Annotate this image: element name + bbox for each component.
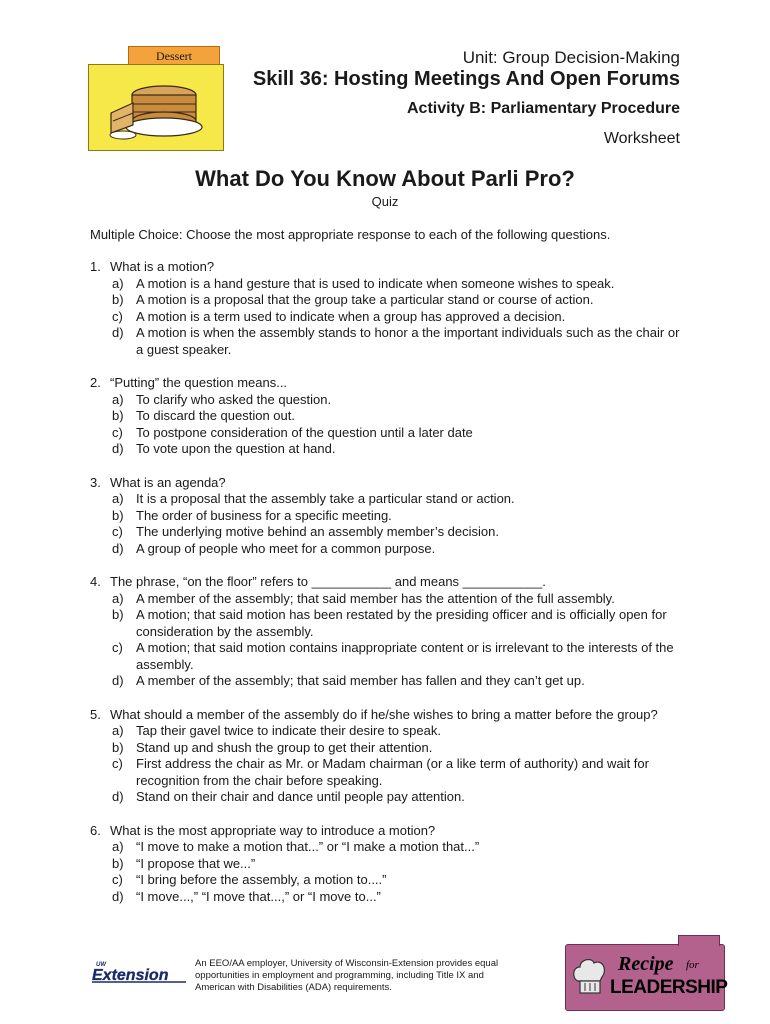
recipe-card [88, 64, 224, 151]
option-letter: c) [112, 308, 123, 324]
question-5 [90, 707, 690, 806]
cake-icon [109, 73, 204, 143]
recipe-leadership-badge [565, 944, 728, 1011]
option [90, 839, 690, 856]
option-text: A member of the assembly; that said member has fallen and they can’t get up. [136, 673, 585, 688]
option [90, 640, 690, 673]
chef-hat-icon [572, 955, 608, 999]
option-text: Tap their gavel twice to indicate their desire to speak. [136, 723, 441, 738]
logo-text: Extension [92, 967, 169, 984]
option [90, 508, 690, 525]
question-number: 1. [90, 259, 101, 274]
option-text: “I move to make a motion that...” or “I make a motion that...” [136, 839, 480, 854]
option [90, 756, 690, 789]
option-text: To vote upon the question at hand. [136, 441, 336, 456]
question-number: 5. [90, 706, 101, 722]
question-text: What is an agenda? [110, 474, 226, 490]
question-6 [90, 823, 690, 906]
option-text: A motion; that said motion contains inappropriate content or is irrelevant to the interests of the assembly. [136, 640, 674, 672]
question-number: 4. [90, 574, 101, 589]
option-letter: b) [112, 607, 124, 622]
worksheet-label: Worksheet [603, 130, 680, 147]
option-letter: c) [112, 640, 123, 655]
option [90, 723, 690, 740]
option-text: A member of the assembly; that said member has the attention of the full assembly. [136, 590, 615, 606]
option [90, 740, 690, 757]
option [90, 325, 690, 358]
option-letter: c) [112, 524, 123, 539]
option-text: A motion is a proposal that the group take a particular stand or course of action. [136, 292, 594, 307]
question-text: What is the most appropriate way to introduce a motion? [110, 822, 436, 838]
option [90, 425, 690, 442]
badge-for-text: for [686, 959, 699, 971]
option-letter: d) [112, 325, 124, 340]
option-text: The order of business for a specific meeting. [136, 507, 392, 523]
eeo-statement: An EEO/AA employer, University of Wisconsin-Extension provides equal opportunities in employment and programming, including Title IX and American with Disabilities (ADA) requirements. [195, 958, 499, 993]
option-letter: b) [112, 408, 124, 423]
option-letter: a) [112, 491, 124, 506]
option-text: A motion; that said motion has been restated by the presiding officer and is officially open for consideration by the assembly. [136, 607, 667, 639]
uw-extension-logo [92, 958, 187, 984]
question-number: 3. [90, 474, 101, 490]
option-text: To clarify who asked the question. [136, 391, 332, 407]
question-1 [90, 259, 690, 358]
question-2 [90, 375, 690, 458]
option-text: “I move...,” “I move that...,” or “I move to...” [136, 888, 381, 904]
option-text: A motion is a hand gesture that is used to indicate when someone wishes to speak. [136, 275, 615, 291]
logo-small-text: UW [96, 962, 106, 968]
option-letter: a) [112, 839, 124, 854]
option [90, 673, 690, 690]
option-text: To postpone consideration of the question until a later date [136, 424, 473, 440]
badge-leadership-text: LEADERSHIP [610, 977, 728, 998]
badge-recipe-text: Recipe [618, 953, 674, 975]
option-letter: d) [112, 540, 124, 556]
option [90, 408, 690, 425]
badge-tab [678, 935, 720, 946]
instructions: Multiple Choice: Choose the most appropriate response to each of the following questions. [90, 227, 611, 242]
option-letter: d) [112, 888, 124, 904]
option-letter: a) [112, 590, 124, 606]
option-text: The underlying motive behind an assembly member’s decision. [136, 524, 499, 539]
page-title: What Do You Know About Parli Pro? [195, 166, 575, 191]
question-number: 6. [90, 822, 101, 838]
option-letter: d) [112, 673, 124, 688]
option-text: A motion is a term used to indicate when a group has approved a decision. [136, 308, 566, 324]
option [90, 276, 690, 293]
question-number: 2. [90, 375, 101, 390]
option [90, 309, 690, 326]
option [90, 392, 690, 409]
option-letter: b) [112, 292, 124, 307]
option [90, 441, 690, 458]
option [90, 591, 690, 608]
option-text: First address the chair as Mr. or Madam chairman (or a like term of authority) and wait for recognition from the chair before speaking. [136, 756, 649, 788]
option-letter: c) [112, 756, 123, 771]
option-letter: c) [112, 424, 123, 440]
option [90, 292, 690, 309]
option [90, 872, 690, 889]
option-letter: d) [112, 789, 124, 804]
option [90, 889, 690, 906]
option-letter: b) [112, 855, 124, 871]
option-letter: a) [112, 723, 124, 738]
option-text: “I bring before the assembly, a motion to....” [136, 872, 387, 887]
option-letter: b) [112, 507, 124, 523]
option [90, 789, 690, 806]
option [90, 856, 690, 873]
question-text: “Putting” the question means... [110, 375, 288, 390]
option-text: It is a proposal that the assembly take a particular stand or action. [136, 491, 515, 506]
option [90, 491, 690, 508]
option-text: A motion is when the assembly stands to honor a the important individuals such as the chair or a guest speaker. [136, 325, 680, 357]
card-tab-label: Dessert [128, 46, 220, 65]
option-letter: a) [112, 275, 124, 291]
option [90, 607, 690, 640]
unit-heading: Unit: Group Decision-Making [462, 48, 680, 67]
question-text: What is a motion? [110, 259, 215, 274]
option-text: Stand on their chair and dance until people pay attention. [136, 789, 465, 804]
option-text: A group of people who meet for a common purpose. [136, 540, 436, 556]
question-4 [90, 574, 690, 690]
option-text: Stand up and shush the group to get their attention. [136, 739, 433, 755]
question-3 [90, 475, 690, 558]
option [90, 541, 690, 558]
question-text: The phrase, “on the floor” refers to ___________ and means ___________. [110, 574, 546, 589]
option [90, 524, 690, 541]
page-subtitle: Quiz [371, 194, 399, 209]
question-text: What should a member of the assembly do if he/she wishes to bring a matter before the group? [110, 706, 658, 722]
option-letter: b) [112, 739, 124, 755]
option-text: “I propose that we...” [136, 855, 256, 871]
option-letter: d) [112, 441, 124, 456]
skill-heading: Skill 36: Hosting Meetings And Open Forums [252, 68, 680, 90]
option-text: To discard the question out. [136, 408, 295, 423]
option-letter: a) [112, 391, 124, 407]
activity-heading: Activity B: Parliamentary Procedure [407, 100, 680, 117]
option-letter: c) [112, 872, 123, 887]
question-list [90, 259, 690, 922]
